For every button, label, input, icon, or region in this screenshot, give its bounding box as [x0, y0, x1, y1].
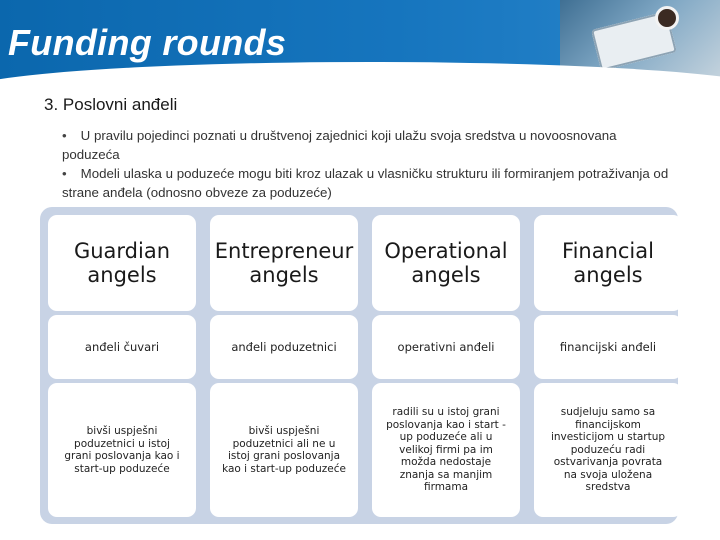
bullet-item — [62, 164, 672, 202]
bullet-list — [62, 126, 672, 202]
angel-type-translation: operativni anđeli — [372, 315, 520, 379]
angel-type-description: bivši uspješni poduzetnici ali ne u istoj grani poslovanja kao i start-up poduzeće — [210, 383, 358, 517]
bullet-text: U pravilu pojedinci poznati u društvenoj zajednici koji ulažu svoja sredstva u novoosnovana poduzeća — [62, 128, 617, 162]
angel-type-translation: anđeli čuvari — [48, 315, 196, 379]
angel-type-description: sudjeluju samo sa financijskom investicijom u startup poduzeću radi ostvarivanja povrata na svoja uložena sredstva — [534, 383, 682, 517]
page-title: Funding rounds — [8, 22, 287, 63]
angel-type-description: radili su u istoj grani poslovanja kao i start -up poduzeće ali u velikoj firmi pa im možda nedostaje znanja sa manjim firmama — [372, 383, 520, 517]
title-banner — [0, 0, 720, 88]
bullet-item — [62, 126, 672, 164]
angel-type-translation: financijski anđeli — [534, 315, 682, 379]
angel-type-name: Guardian angels — [48, 215, 196, 311]
angel-type-name: Operational angels — [372, 215, 520, 311]
angel-column-operational — [372, 215, 520, 517]
angel-type-translation: anđeli poduzetnici — [210, 315, 358, 379]
angel-type-description: bivši uspješni poduzetnici u istoj grani poslovanja kao i start-up poduzeće — [48, 383, 196, 517]
bullet-icon: • — [62, 128, 67, 143]
angel-column-financial — [534, 215, 682, 517]
angel-type-name: Financial angels — [534, 215, 682, 311]
coffee-cup-icon — [655, 6, 679, 30]
section-heading: 3. Poslovni anđeli — [44, 95, 178, 114]
angel-column-guardian — [48, 215, 196, 517]
angel-column-entrepreneur — [210, 215, 358, 517]
bullet-icon: • — [62, 166, 67, 181]
angel-type-name: Entrepreneur angels — [210, 215, 358, 311]
bullet-text: Modeli ulaska u poduzeće mogu biti kroz ulazak u vlasničku strukturu ili formiranjem potraživanja od strane anđela (odnosno obveze za poduzeće) — [62, 166, 669, 200]
